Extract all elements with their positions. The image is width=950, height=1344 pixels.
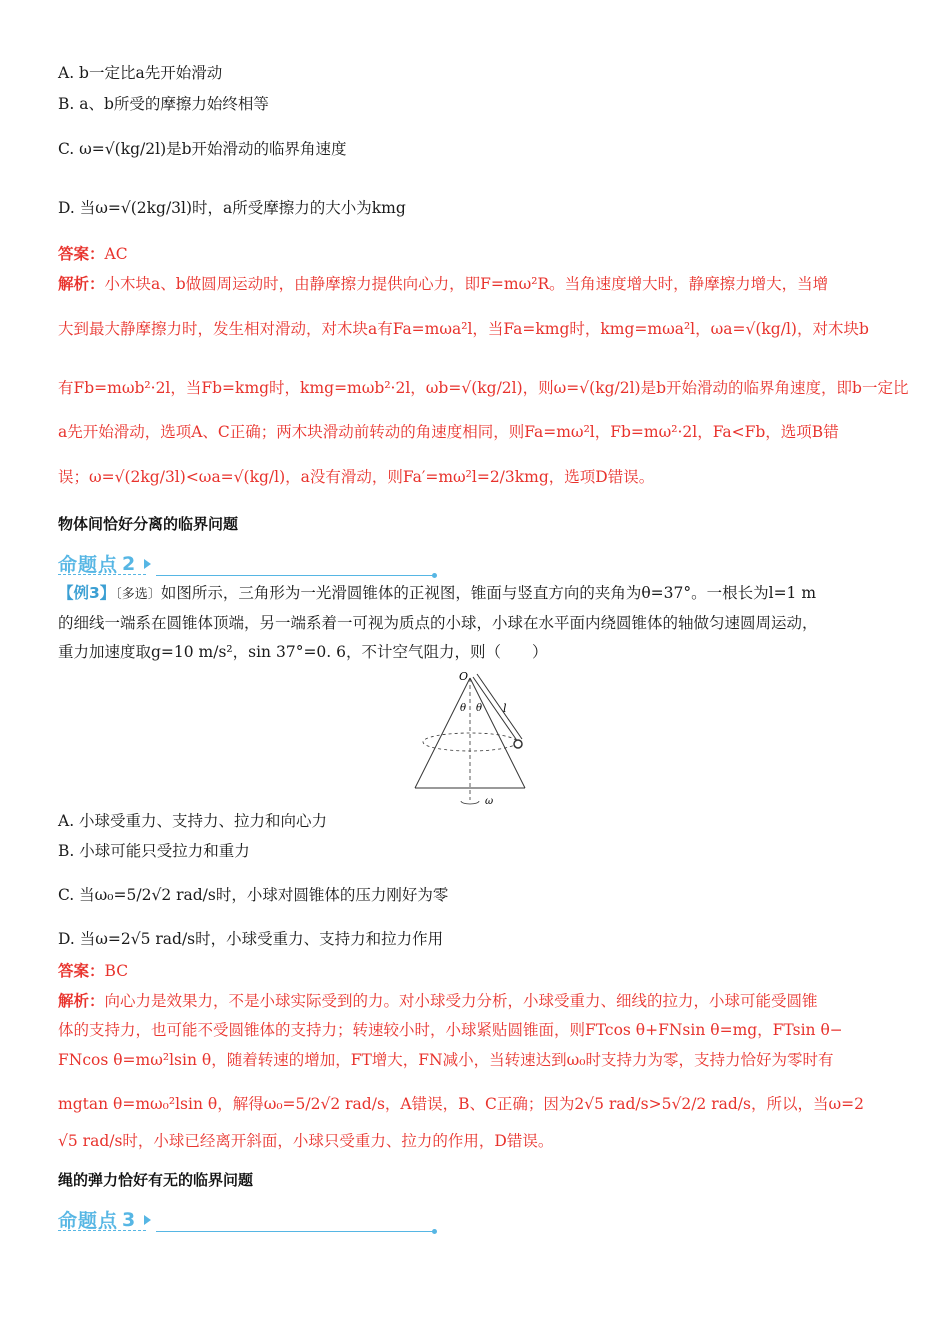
topic-tag-label: 命题点 <box>58 1210 119 1232</box>
label-theta-left: θ <box>460 703 467 714</box>
q1-analysis-line-3: 有Fb=mωb²·2l，当Fb=kmg时，kmg=mωb²·2l，ωb=√(kg/2l)，则ω=√(kg/2l)是b开始滑动的临界角速度，即b一定比 <box>58 379 909 397</box>
label-theta-right: θ <box>476 703 483 714</box>
analysis-label: 解析： <box>58 275 105 293</box>
label-o: O <box>459 670 469 683</box>
q1-option-d: D. 当ω=√(2kg/3l)时，a所受摩擦力的大小为kmg <box>58 199 406 217</box>
analysis-text: 小木块a、b做圆周运动时，由静摩擦力提供向心力，即F=mω²R。当角速度增大时，静摩擦力增大，当增 <box>104 275 829 293</box>
tag-rule <box>156 1231 433 1232</box>
cone-right-edge <box>470 678 525 788</box>
answer-value: BC <box>104 962 129 980</box>
tag-arrow-icon <box>144 559 151 569</box>
rotation-arrow-icon <box>461 801 479 804</box>
q2-option-a: A. 小球受重力、支持力、拉力和向心力 <box>58 812 328 830</box>
q2-option-c: C. 当ω₀=5/2√2 rad/s时，小球对圆锥体的压力刚好为零 <box>58 886 449 904</box>
q2-option-b: B. 小球可能只受拉力和重力 <box>58 842 250 860</box>
cone-diagram <box>405 668 545 808</box>
topic-tag-3 <box>58 1206 151 1233</box>
topic-tag-2 <box>58 550 151 577</box>
example-label: 【例3】 <box>58 584 116 602</box>
tag-rule <box>156 575 433 576</box>
q2-stem-line-2: 的细线一端系在圆锥体顶端，另一端系着一可视为质点的小球，小球在水平面内绕圆锥体的轴做匀速圆周运动， <box>58 614 818 632</box>
topic-tag-label: 命题点 <box>58 554 119 576</box>
q2-analysis-line-3: FNcos θ=mω²lsin θ，随着转速的增加，FT增大，FN减小，当转速达到ω₀时支持力为零，支持力恰好为零时有 <box>58 1051 834 1069</box>
tag-dot-icon <box>432 1229 437 1234</box>
q2-option-d: D. 当ω=2√5 rad/s时，小球受重力、支持力和拉力作用 <box>58 930 444 948</box>
q2-analysis-line-5: √5 rad/s时，小球已经离开斜面，小球只受重力、拉力的作用，D错误。 <box>58 1132 554 1150</box>
stem-text: 如图所示，三角形为一光滑圆锥体的正视图，锥面与竖直方向的夹角为θ=37°。一根长为l=1 m <box>160 584 817 602</box>
ball <box>514 740 522 748</box>
section-heading-separation: 物体间恰好分离的临界问题 <box>58 515 239 533</box>
q2-answer <box>58 960 128 982</box>
q2-analysis-line-1 <box>58 990 818 1012</box>
topic-tag-number: 3 <box>122 1208 137 1231</box>
q1-analysis-line-2: 大到最大静摩擦力时，发生相对滑动，对木块a有Fa=mωa²l，当Fa=kmg时，kmg=mωa²l，ωa=√(kg/l)，对木块b <box>58 320 869 338</box>
analysis-text: 向心力是效果力，不是小球实际受到的力。对小球受力分析，小球受重力、细线的拉力，小球可能受圆锥 <box>104 992 818 1010</box>
label-l: l <box>503 702 507 715</box>
tag-underline <box>58 1230 146 1231</box>
q2-analysis-line-4: mgtan θ=mω₀²lsin θ，解得ω₀=5/2√2 rad/s，A错误，B、C正确；因为2√5 rad/s>5√2/2 rad/s，所以，当ω=2 <box>58 1095 864 1113</box>
multi-select-label: 〔多选〕 <box>115 587 161 602</box>
q1-analysis-line-4: a先开始滑动，选项A、C正确；两木块滑动前转动的角速度相同，则Fa=mω²l，Fb=mω²·2l，Fa<Fb，选项B错 <box>58 423 839 441</box>
answer-label: 答案： <box>58 245 105 263</box>
q1-option-c: C. ω=√(kg/2l)是b开始滑动的临界角速度 <box>58 140 347 158</box>
q1-option-b: B. a、b所受的摩擦力始终相等 <box>58 95 269 113</box>
topic-tag-number: 2 <box>122 552 137 575</box>
label-omega: ω <box>485 796 494 807</box>
q1-analysis-line-1 <box>58 273 828 295</box>
q1-answer <box>58 243 128 265</box>
q1-analysis-line-5: 误；ω=√(2kg/3l)<ωa=√(kg/l)，a没有滑动，则Fa′=mω²l=2/3kmg，选项D错误。 <box>58 468 655 486</box>
tag-arrow-icon <box>144 1215 151 1225</box>
answer-label: 答案： <box>58 962 105 980</box>
q2-stem-line-3: 重力加速度取g=10 m/s²，sin 37°=0. 6，不计空气阻力，则（ ） <box>58 643 548 661</box>
analysis-label: 解析： <box>58 992 105 1010</box>
tag-underline <box>58 574 146 575</box>
section-heading-rope-tension: 绳的弹力恰好有无的临界问题 <box>58 1171 254 1189</box>
answer-value: AC <box>104 245 128 263</box>
tag-dot-icon <box>432 573 437 578</box>
q2-stem-line-1 <box>58 582 816 606</box>
q1-option-a: A. b一定比a先开始滑动 <box>58 64 223 82</box>
q2-analysis-line-2: 体的支持力，也可能不受圆锥体的支持力；转速较小时，小球紧贴圆锥面，则FTcos θ+FNsin θ=mg，FTsin θ− <box>58 1021 843 1039</box>
